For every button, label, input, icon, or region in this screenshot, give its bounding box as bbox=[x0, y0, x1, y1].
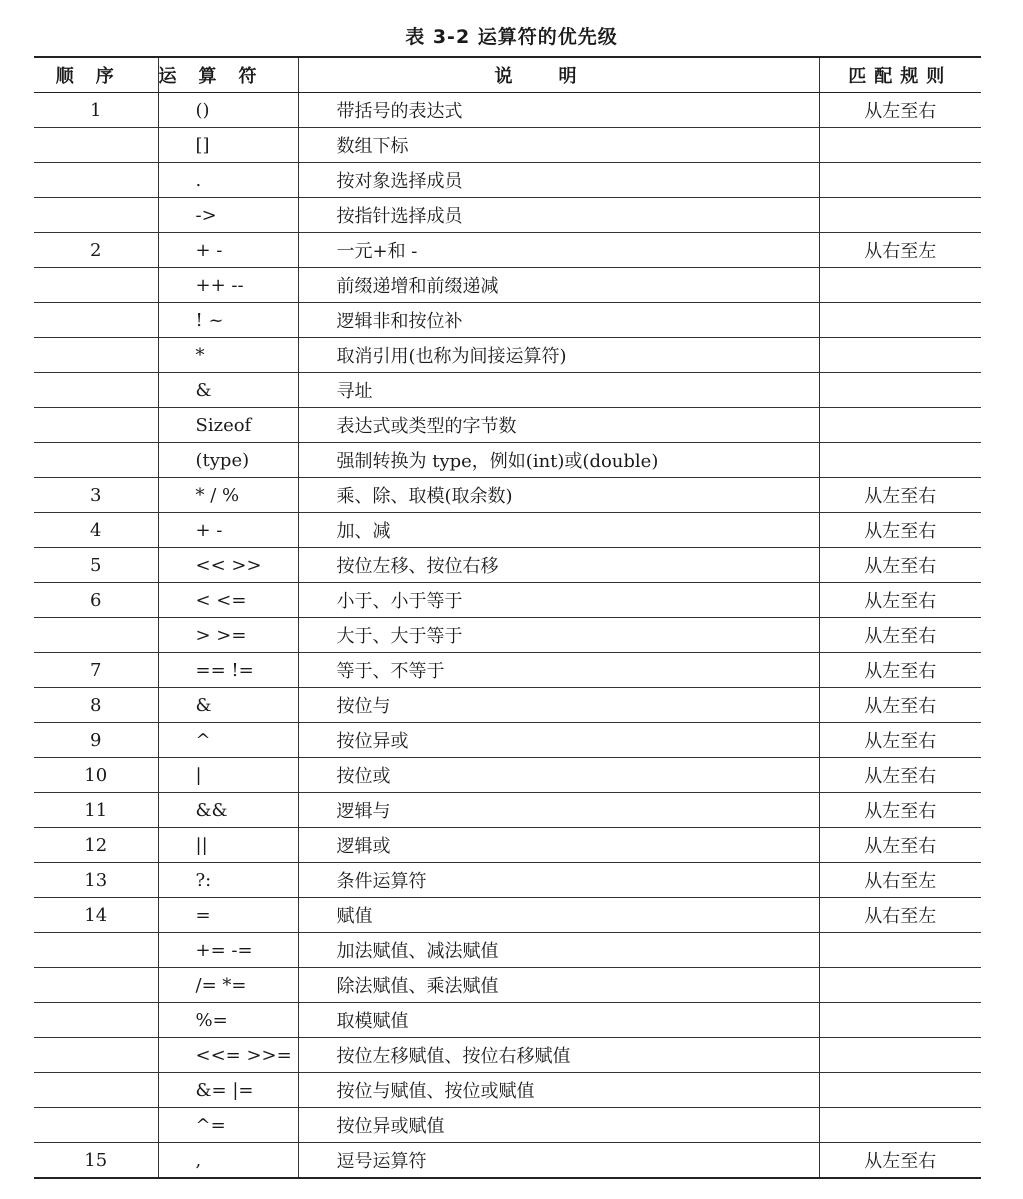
associativity-cell: 从左至右 bbox=[819, 548, 981, 583]
operator-cell: | bbox=[158, 758, 298, 793]
description-cell: 取模赋值 bbox=[298, 1003, 819, 1038]
associativity-cell bbox=[819, 303, 981, 338]
precedence-order-cell bbox=[34, 1038, 158, 1073]
header-associativity: 匹配规则 bbox=[819, 57, 981, 93]
description-cell: 小于、小于等于 bbox=[298, 583, 819, 618]
precedence-order-cell bbox=[34, 373, 158, 408]
precedence-order-cell: 12 bbox=[34, 828, 158, 863]
associativity-cell bbox=[819, 408, 981, 443]
operator-cell: += -= bbox=[158, 933, 298, 968]
table-row bbox=[34, 898, 981, 933]
table-row bbox=[34, 828, 981, 863]
associativity-cell: 从左至右 bbox=[819, 723, 981, 758]
operator-cell: Sizeof bbox=[158, 408, 298, 443]
description-cell: 按位或 bbox=[298, 758, 819, 793]
description-cell: 逻辑或 bbox=[298, 828, 819, 863]
table-header bbox=[34, 57, 981, 93]
operator-cell: -> bbox=[158, 198, 298, 233]
associativity-cell: 从左至右 bbox=[819, 1143, 981, 1179]
operator-cell: (type) bbox=[158, 443, 298, 478]
associativity-cell: 从左至右 bbox=[819, 828, 981, 863]
table-row bbox=[34, 793, 981, 828]
precedence-order-cell bbox=[34, 128, 158, 163]
table-row bbox=[34, 758, 981, 793]
table-row bbox=[34, 303, 981, 338]
header-description: 说明 bbox=[298, 57, 819, 93]
precedence-order-cell bbox=[34, 968, 158, 1003]
description-cell: 大于、大于等于 bbox=[298, 618, 819, 653]
operator-cell: <<= >>= bbox=[158, 1038, 298, 1073]
operator-cell: = bbox=[158, 898, 298, 933]
precedence-order-cell: 6 bbox=[34, 583, 158, 618]
table-row bbox=[34, 163, 981, 198]
description-cell: 逻辑与 bbox=[298, 793, 819, 828]
operator-cell: ! ~ bbox=[158, 303, 298, 338]
header-row bbox=[34, 57, 981, 93]
associativity-cell bbox=[819, 163, 981, 198]
precedence-order-cell: 1 bbox=[34, 93, 158, 128]
table-row bbox=[34, 198, 981, 233]
table-row bbox=[34, 1003, 981, 1038]
header-operator: 运算符 bbox=[158, 57, 298, 93]
operator-cell: || bbox=[158, 828, 298, 863]
operator-cell: & bbox=[158, 373, 298, 408]
precedence-order-cell: 8 bbox=[34, 688, 158, 723]
operator-cell: << >> bbox=[158, 548, 298, 583]
table-row bbox=[34, 1038, 981, 1073]
associativity-cell: 从左至右 bbox=[819, 93, 981, 128]
associativity-cell bbox=[819, 1038, 981, 1073]
table-row bbox=[34, 583, 981, 618]
associativity-cell: 从右至左 bbox=[819, 898, 981, 933]
precedence-order-cell: 9 bbox=[34, 723, 158, 758]
description-cell: 除法赋值、乘法赋值 bbox=[298, 968, 819, 1003]
associativity-cell: 从左至右 bbox=[819, 513, 981, 548]
operator-cell: * bbox=[158, 338, 298, 373]
precedence-order-cell bbox=[34, 1073, 158, 1108]
description-cell: 加、减 bbox=[298, 513, 819, 548]
operator-cell: ++ -- bbox=[158, 268, 298, 303]
associativity-cell bbox=[819, 1073, 981, 1108]
description-cell: 取消引用(也称为间接运算符) bbox=[298, 338, 819, 373]
precedence-order-cell: 10 bbox=[34, 758, 158, 793]
precedence-order-cell bbox=[34, 1003, 158, 1038]
table-row bbox=[34, 408, 981, 443]
table-row bbox=[34, 1073, 981, 1108]
operator-cell: < <= bbox=[158, 583, 298, 618]
description-cell: 按位左移赋值、按位右移赋值 bbox=[298, 1038, 819, 1073]
operator-cell: && bbox=[158, 793, 298, 828]
description-cell: 按对象选择成员 bbox=[298, 163, 819, 198]
operator-cell: ^= bbox=[158, 1108, 298, 1143]
table-caption: 表 3-2 运算符的优先级 bbox=[405, 26, 618, 48]
associativity-cell bbox=[819, 128, 981, 163]
table-row bbox=[34, 863, 981, 898]
table-row bbox=[34, 338, 981, 373]
precedence-order-cell bbox=[34, 1108, 158, 1143]
precedence-order-cell bbox=[34, 338, 158, 373]
precedence-order-cell: 14 bbox=[34, 898, 158, 933]
precedence-order-cell bbox=[34, 303, 158, 338]
associativity-cell: 从左至右 bbox=[819, 688, 981, 723]
operator-cell: . bbox=[158, 163, 298, 198]
table-row bbox=[34, 268, 981, 303]
associativity-cell: 从左至右 bbox=[819, 618, 981, 653]
description-cell: 按指针选择成员 bbox=[298, 198, 819, 233]
description-cell: 寻址 bbox=[298, 373, 819, 408]
precedence-order-cell bbox=[34, 268, 158, 303]
description-cell: 加法赋值、减法赋值 bbox=[298, 933, 819, 968]
operator-cell: * / % bbox=[158, 478, 298, 513]
table-row bbox=[34, 548, 981, 583]
associativity-cell: 从左至右 bbox=[819, 653, 981, 688]
precedence-order-cell: 13 bbox=[34, 863, 158, 898]
associativity-cell: 从右至左 bbox=[819, 233, 981, 268]
precedence-order-cell bbox=[34, 618, 158, 653]
operator-cell: %= bbox=[158, 1003, 298, 1038]
table-row bbox=[34, 1143, 981, 1179]
associativity-cell bbox=[819, 443, 981, 478]
operator-cell: /= *= bbox=[158, 968, 298, 1003]
precedence-order-cell: 4 bbox=[34, 513, 158, 548]
header-order: 顺序 bbox=[34, 57, 158, 93]
description-cell: 前缀递增和前缀递减 bbox=[298, 268, 819, 303]
precedence-order-cell: 2 bbox=[34, 233, 158, 268]
precedence-order-cell: 3 bbox=[34, 478, 158, 513]
associativity-cell bbox=[819, 198, 981, 233]
operator-cell: [] bbox=[158, 128, 298, 163]
operator-cell: ?: bbox=[158, 863, 298, 898]
description-cell: 条件运算符 bbox=[298, 863, 819, 898]
precedence-order-cell bbox=[34, 198, 158, 233]
associativity-cell bbox=[819, 268, 981, 303]
operator-cell: , bbox=[158, 1143, 298, 1179]
operator-cell: > >= bbox=[158, 618, 298, 653]
operator-cell: & bbox=[158, 688, 298, 723]
associativity-cell: 从左至右 bbox=[819, 793, 981, 828]
description-cell: 逗号运算符 bbox=[298, 1143, 819, 1179]
table-row bbox=[34, 373, 981, 408]
table-row bbox=[34, 1108, 981, 1143]
precedence-order-cell: 5 bbox=[34, 548, 158, 583]
table-row bbox=[34, 128, 981, 163]
associativity-cell bbox=[819, 373, 981, 408]
table-row bbox=[34, 968, 981, 1003]
table-body bbox=[34, 93, 981, 1179]
associativity-cell bbox=[819, 933, 981, 968]
operator-cell: == != bbox=[158, 653, 298, 688]
operator-cell: ^ bbox=[158, 723, 298, 758]
table-row bbox=[34, 513, 981, 548]
precedence-order-cell: 11 bbox=[34, 793, 158, 828]
table-row bbox=[34, 618, 981, 653]
precedence-order-cell bbox=[34, 408, 158, 443]
precedence-order-cell: 15 bbox=[34, 1143, 158, 1179]
description-cell: 按位左移、按位右移 bbox=[298, 548, 819, 583]
table-row bbox=[34, 933, 981, 968]
precedence-order-cell: 7 bbox=[34, 653, 158, 688]
table-row bbox=[34, 723, 981, 758]
table-row bbox=[34, 478, 981, 513]
precedence-order-cell bbox=[34, 933, 158, 968]
description-cell: 按位异或 bbox=[298, 723, 819, 758]
table-row bbox=[34, 93, 981, 128]
description-cell: 等于、不等于 bbox=[298, 653, 819, 688]
table-row bbox=[34, 688, 981, 723]
associativity-cell: 从左至右 bbox=[819, 758, 981, 793]
operator-cell: &= |= bbox=[158, 1073, 298, 1108]
precedence-order-cell bbox=[34, 443, 158, 478]
associativity-cell bbox=[819, 1108, 981, 1143]
associativity-cell: 从左至右 bbox=[819, 478, 981, 513]
operator-cell: + - bbox=[158, 233, 298, 268]
description-cell: 逻辑非和按位补 bbox=[298, 303, 819, 338]
associativity-cell: 从左至右 bbox=[819, 583, 981, 618]
description-cell: 数组下标 bbox=[298, 128, 819, 163]
description-cell: 按位与 bbox=[298, 688, 819, 723]
associativity-cell bbox=[819, 968, 981, 1003]
operator-cell: + - bbox=[158, 513, 298, 548]
description-cell: 乘、除、取模(取余数) bbox=[298, 478, 819, 513]
operator-cell: () bbox=[158, 93, 298, 128]
table-row bbox=[34, 653, 981, 688]
description-cell: 强制转换为 type，例如(int)或(double) bbox=[298, 443, 819, 478]
description-cell: 一元+和 - bbox=[298, 233, 819, 268]
description-cell: 按位与赋值、按位或赋值 bbox=[298, 1073, 819, 1108]
table-row bbox=[34, 443, 981, 478]
associativity-cell: 从右至左 bbox=[819, 863, 981, 898]
description-cell: 表达式或类型的字节数 bbox=[298, 408, 819, 443]
description-cell: 赋值 bbox=[298, 898, 819, 933]
associativity-cell bbox=[819, 338, 981, 373]
associativity-cell bbox=[819, 1003, 981, 1038]
precedence-order-cell bbox=[34, 163, 158, 198]
operator-precedence-table bbox=[34, 56, 981, 1179]
description-cell: 按位异或赋值 bbox=[298, 1108, 819, 1143]
description-cell: 带括号的表达式 bbox=[298, 93, 819, 128]
table-row bbox=[34, 233, 981, 268]
